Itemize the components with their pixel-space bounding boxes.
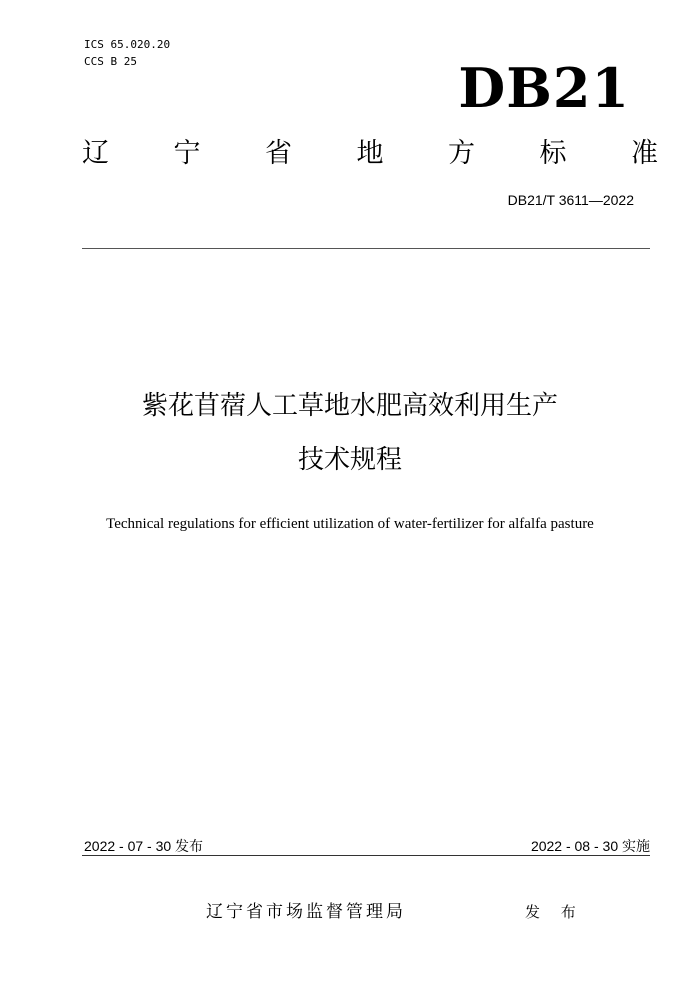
issuing-authority: 辽宁省市场监督管理局 <box>206 902 406 922</box>
db-code-logo: DB21 <box>458 56 630 120</box>
standard-type-char: 准 <box>631 138 658 169</box>
standard-type-heading <box>82 136 658 172</box>
ics-code: ICS 65.020.20 <box>84 38 171 51</box>
title-zh-line-1: 紫花苜蓿人工草地水肥高效利用生产 <box>141 391 558 421</box>
standard-type-char: 标 <box>539 138 567 169</box>
standard-type-char: 地 <box>356 138 384 169</box>
standard-type-char: 省 <box>265 138 292 169</box>
standard-type-char: 辽 <box>82 138 109 169</box>
bottom-divider <box>82 855 650 856</box>
standard-type-char: 宁 <box>173 138 201 169</box>
title-en: Technical regulations for efficient utilization of water-fertilizer for alfalfa pasture <box>106 516 594 532</box>
issue-date: 2022 - 07 - 30 发布 <box>84 838 204 854</box>
standard-number: DB21/T 3611—2022 <box>507 192 634 208</box>
implement-date: 2022 - 08 - 30 实施 <box>530 838 650 854</box>
issue-label: 发 布 <box>525 903 584 921</box>
title-zh-line-2: 技术规程 <box>297 445 402 475</box>
ccs-code: CCS B 25 <box>84 55 137 68</box>
standard-type-char: 方 <box>448 138 475 169</box>
top-divider <box>82 248 650 249</box>
classification-codes <box>84 36 170 70</box>
